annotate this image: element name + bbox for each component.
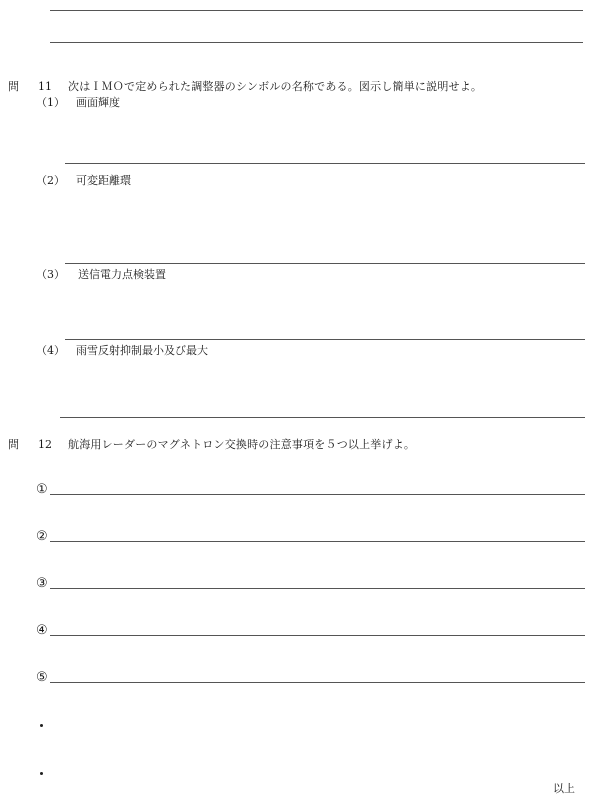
item-1-answer-line bbox=[65, 163, 585, 164]
item-4-text: 雨雪反射抑制最小及び最大 bbox=[76, 344, 208, 357]
answer-3-marker: ③ bbox=[36, 576, 48, 591]
item-4-answer-line bbox=[60, 417, 585, 418]
answer-line-top-1 bbox=[50, 10, 583, 11]
bullet-dot bbox=[40, 772, 43, 775]
item-2-answer-line bbox=[65, 263, 585, 264]
answer-5-line bbox=[50, 682, 585, 683]
answer-5-marker: ⑤ bbox=[36, 670, 48, 685]
item-1-text: 画面輝度 bbox=[76, 96, 120, 109]
question-12-label: 問 bbox=[8, 438, 19, 451]
answer-4-marker: ④ bbox=[36, 623, 48, 638]
answer-4-line bbox=[50, 635, 585, 636]
answer-3-line bbox=[50, 588, 585, 589]
answer-2-marker: ② bbox=[36, 529, 48, 544]
item-3-answer-line bbox=[65, 339, 585, 340]
answer-1-marker: ① bbox=[36, 482, 48, 497]
item-3-text: 送信電力点検装置 bbox=[78, 268, 166, 281]
question-12-number: 12 bbox=[38, 438, 52, 451]
question-11-label: 問 bbox=[8, 80, 19, 93]
end-mark: 以上 bbox=[553, 782, 575, 795]
item-2-text: 可変距離環 bbox=[76, 174, 131, 187]
item-4-number: （4） bbox=[36, 344, 65, 357]
question-11-number: 11 bbox=[38, 80, 52, 93]
question-12-text: 航海用レーダーのマグネトロン交換時の注意事項を５つ以上挙げよ。 bbox=[68, 438, 416, 451]
bullet-dot bbox=[40, 724, 43, 727]
item-1-number: （1） bbox=[36, 96, 65, 109]
answer-line-top-2 bbox=[50, 42, 583, 43]
answer-2-line bbox=[50, 541, 585, 542]
item-2-number: （2） bbox=[36, 174, 65, 187]
item-3-number: （3） bbox=[36, 268, 65, 281]
answer-1-line bbox=[50, 494, 585, 495]
question-11-text: 次はＩＭＯで定められた調整器のシンボルの名称である。図示し簡単に説明せよ。 bbox=[68, 80, 483, 93]
